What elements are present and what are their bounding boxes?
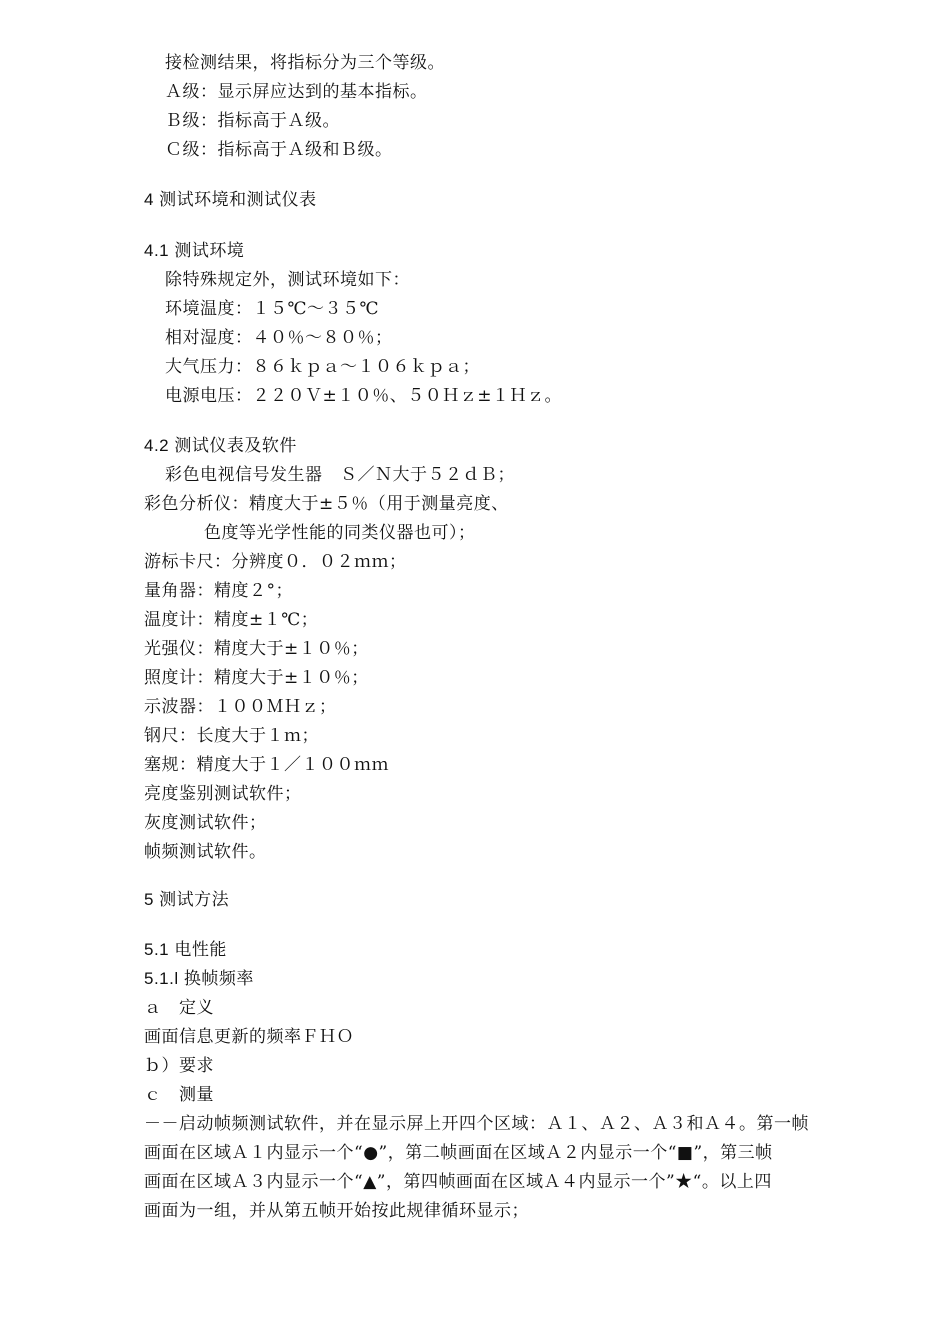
- section-5-1-heading: 5.1 电性能: [144, 940, 227, 959]
- instrument-light-meter: 光强仪：精度大于±１０％；: [144, 639, 369, 659]
- env-intro-line: 除特殊规定外，测试环境如下：: [165, 270, 410, 290]
- section-4-1-heading: 4.1 测试环境: [144, 241, 245, 260]
- item-c-measurement-label: ｃ 测量: [144, 1085, 214, 1105]
- intro-line-1: 接检测结果，将指标分为三个等级。: [165, 53, 445, 73]
- env-humidity-line: 相对湿度：４０％～８０％；: [165, 328, 393, 348]
- instrument-color-analyzer: 彩色分析仪：精度大于±５％（用于测量亮度、: [144, 494, 509, 514]
- item-b-requirement-label: ｂ）要求: [144, 1056, 214, 1076]
- instrument-illuminometer: 照度计：精度大于±１０％；: [144, 668, 369, 688]
- definition-text: 画面信息更新的频率ＦＨＯ: [144, 1027, 354, 1047]
- instrument-protractor: 量角器：精度２°；: [144, 581, 293, 601]
- section-4-2-heading: 4.2 测试仪表及软件: [144, 436, 297, 455]
- instrument-thermometer: 温度计：精度±１℃；: [144, 610, 319, 630]
- measurement-paragraph-line-4: 画面为一组，并从第五帧开始按此规律循环显示；: [144, 1201, 529, 1221]
- grade-b-line: Ｂ级：指标高于Ａ级。: [165, 111, 340, 131]
- instrument-oscilloscope: 示波器：１００ＭＨｚ；: [144, 697, 337, 717]
- section-4-heading: 4 测试环境和测试仪表: [144, 190, 317, 209]
- measurement-paragraph-line-3: 画面在区域Ａ３内显示一个“▲”，第四帧画面在区域Ａ４内显示一个”★“。以上四: [144, 1172, 772, 1192]
- env-voltage-line: 电源电压：２２０Ｖ±１０％、５０Ｈｚ±１Ｈｚ。: [165, 386, 562, 406]
- measurement-paragraph-line-1: －－启动帧频测试软件，并在显示屏上开四个区域：Ａ１、Ａ２、Ａ３和Ａ４。第一帧: [144, 1114, 809, 1134]
- grade-c-line: Ｃ级：指标高于Ａ级和Ｂ级。: [165, 140, 393, 160]
- instrument-signal-generator: 彩色电视信号发生器 Ｓ／Ｎ大于５２ｄＢ；: [165, 465, 515, 485]
- instrument-steel-ruler: 钢尺：长度大于１ｍ；: [144, 726, 319, 746]
- instrument-color-analyzer-cont: 色度等光学性能的同类仪器也可）；: [204, 523, 476, 543]
- item-a-definition-label: ａ 定义: [144, 998, 214, 1018]
- section-5-1-1-heading: 5.1.l 换帧频率: [144, 969, 254, 988]
- measurement-paragraph-line-2: 画面在区域Ａ１内显示一个“●”，第二帧画面在区域Ａ２内显示一个“■”，第三帧: [144, 1143, 773, 1163]
- env-temperature-line: 环境温度：１５℃～３５℃: [165, 299, 380, 319]
- software-grayscale: 灰度测试软件；: [144, 813, 267, 833]
- grade-a-line: Ａ级：显示屏应达到的基本指标。: [165, 82, 428, 102]
- software-brightness: 亮度鉴别测试软件；: [144, 784, 302, 804]
- section-5-heading: 5 测试方法: [144, 890, 230, 909]
- instrument-caliper: 游标卡尺：分辨度０．０２ｍｍ；: [144, 552, 407, 572]
- software-frame-rate: 帧频测试软件。: [144, 842, 267, 862]
- instrument-feeler-gauge: 塞规：精度大于１／１００ｍｍ: [144, 755, 389, 775]
- env-pressure-line: 大气压力：８６ｋｐａ～１０６ｋｐａ；: [165, 357, 480, 377]
